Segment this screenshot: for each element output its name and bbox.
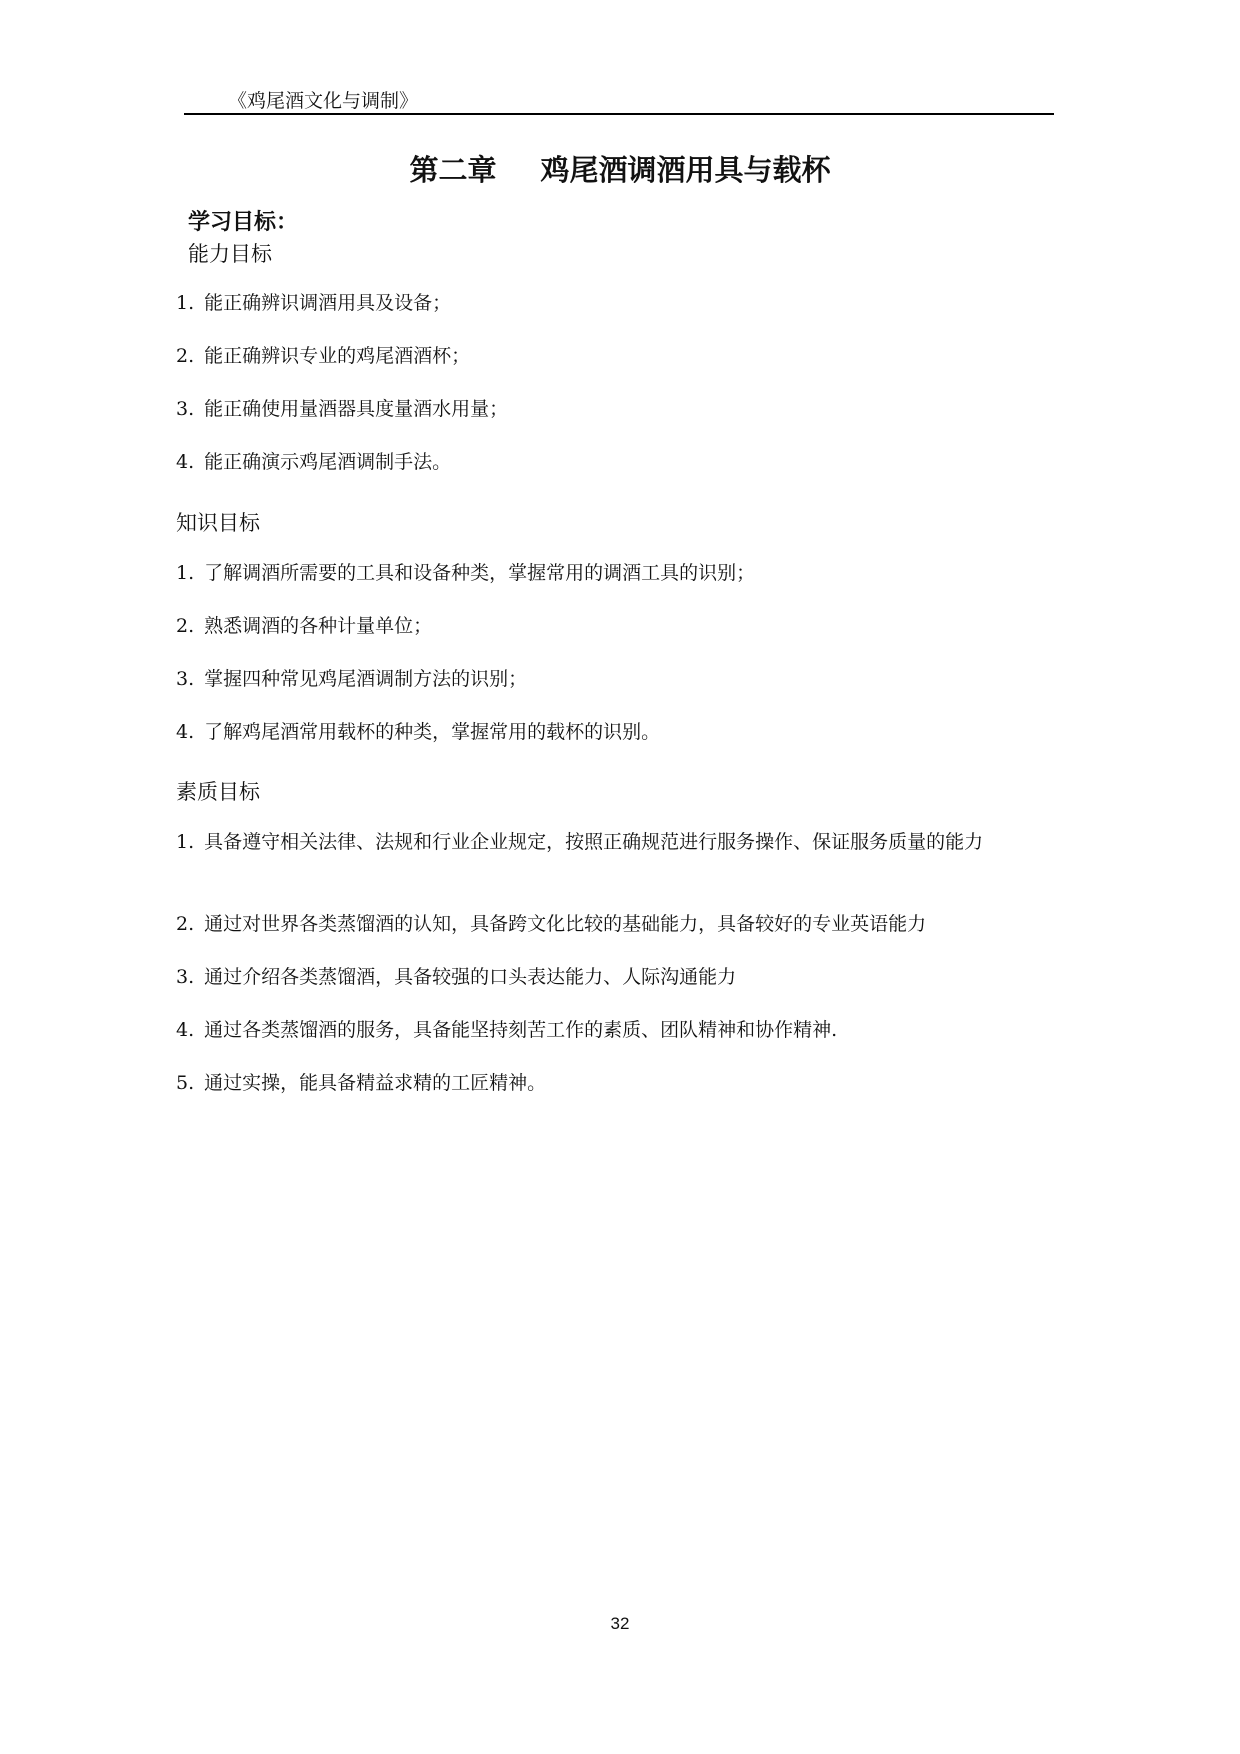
list-item: 3. 能正确使用量酒器具度量酒水用量； [176, 398, 509, 420]
list-item: 3. 通过介绍各类蒸馏酒，具备较强的口头表达能力、人际沟通能力 [176, 966, 737, 988]
list-item: 1. 了解调酒所需要的工具和设备种类，掌握常用的调酒工具的识别； [176, 562, 756, 584]
list-item: 4. 能正确演示鸡尾酒调制手法。 [176, 451, 452, 473]
running-header: 《鸡尾酒文化与调制》 [228, 90, 419, 112]
list-item: 2. 通过对世界各类蒸馏酒的认知，具备跨文化比较的基础能力，具备较好的专业英语能力 [176, 913, 927, 935]
chapter-name: 鸡尾酒调酒用具与载杯 [540, 153, 831, 187]
chapter-number: 第二章 [409, 153, 497, 187]
page-number: 32 [610, 1614, 630, 1633]
knowledge-goals-heading: 知识目标 [176, 511, 260, 535]
list-item: 5. 通过实操，能具备精益求精的工匠精神。 [176, 1072, 547, 1094]
ability-goals-heading: 能力目标 [188, 242, 272, 266]
list-item: 1. 能正确辨识调酒用具及设备； [176, 292, 452, 314]
chapter-title [0, 148, 1240, 189]
list-item: 3. 掌握四种常见鸡尾酒调制方法的识别； [176, 668, 528, 690]
quality-goals-heading: 素质目标 [176, 780, 260, 804]
list-item: 2. 能正确辨识专业的鸡尾酒酒杯； [176, 345, 471, 367]
header-rule [184, 113, 1054, 115]
list-item: 4. 了解鸡尾酒常用载杯的种类，掌握常用的载杯的识别。 [176, 721, 661, 743]
list-item: 2. 熟悉调酒的各种计量单位； [176, 615, 433, 637]
learning-goals-heading: 学习目标： [188, 210, 299, 235]
list-item: 4. 通过各类蒸馏酒的服务，具备能坚持刻苦工作的素质、团队精神和协作精神. [176, 1019, 838, 1041]
list-item: 1. 具备遵守相关法律、法规和行业企业规定，按照正确规范进行服务操作、保证服务质量的能力 [176, 831, 984, 853]
